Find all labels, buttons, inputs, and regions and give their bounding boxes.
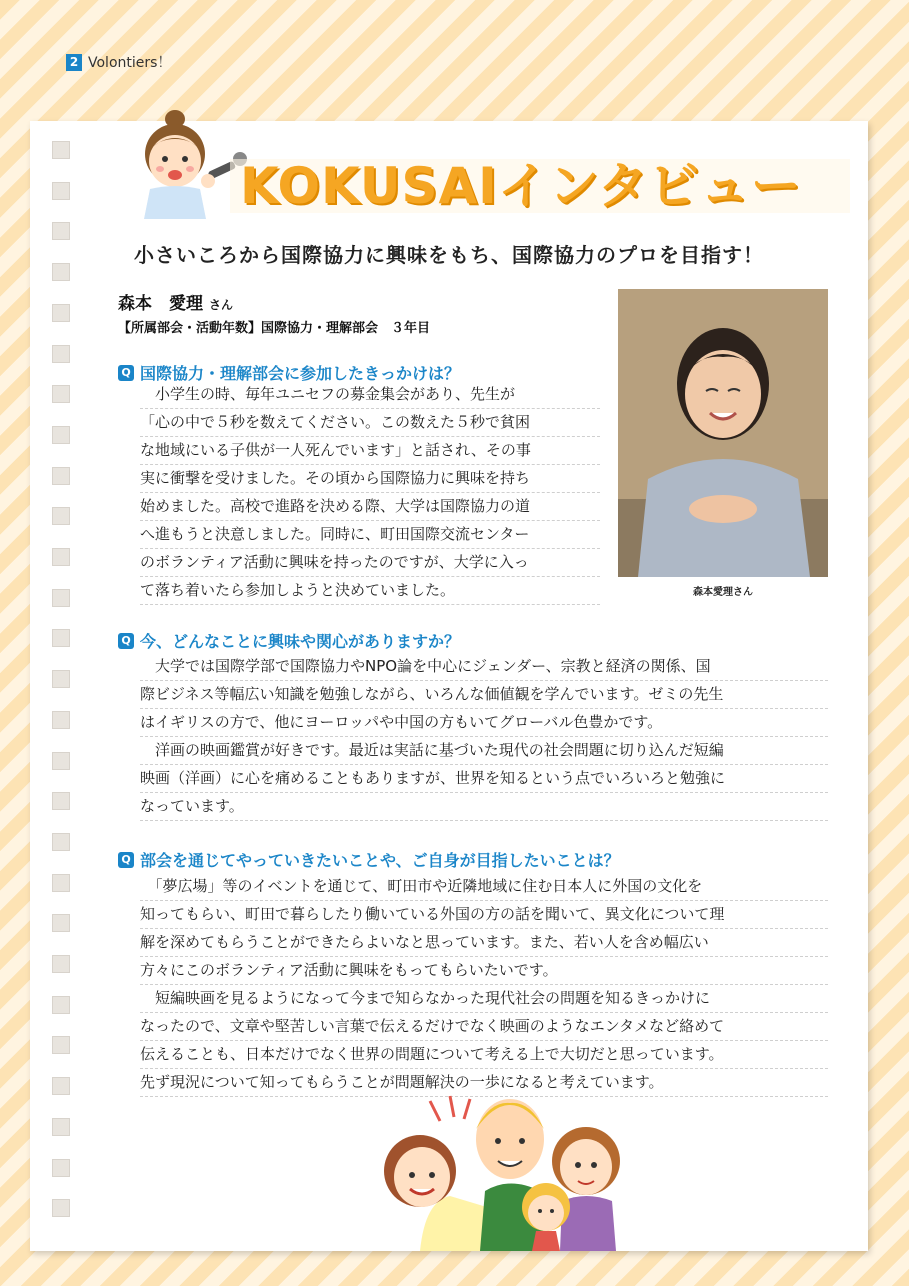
binder-hole	[52, 833, 70, 851]
answer-line: 大学では国際学部で国際協力やNPO論を中心にジェンダー、宗教と経済の関係、国	[140, 653, 828, 681]
question-text: 部会を通じてやっていきたいことや、ご自身が目指したいことは？	[140, 851, 620, 870]
binder-hole	[52, 996, 70, 1014]
answer-1	[140, 381, 600, 605]
binder-hole	[52, 914, 70, 932]
page-header	[66, 52, 171, 72]
answer-line: 短編映画を見るようになって今まで知らなかった現代社会の問題を知るきっかけに	[140, 985, 828, 1013]
binder-hole	[52, 1159, 70, 1177]
page-number-badge: 2	[66, 54, 82, 71]
binder-hole	[52, 507, 70, 525]
name-text: 森本 愛理	[118, 294, 203, 314]
honorific: さん	[209, 298, 234, 312]
photo-caption: 森本愛理さん	[693, 587, 753, 598]
binder-hole	[52, 222, 70, 240]
publication-label: Volontiers！	[88, 55, 172, 71]
binder-hole	[52, 670, 70, 688]
binder-hole	[52, 182, 70, 200]
interviewee-name	[118, 289, 233, 314]
answer-line: 小学生の時、毎年ユニセフの募金集会があり、先生が	[140, 381, 600, 409]
question-badge: Q	[118, 365, 134, 381]
answer-line: 洋画の映画鑑賞が好きです。最近は実話に基づいた現代の社会問題に切り込んだ短編	[140, 737, 828, 765]
answer-line: て落ち着いたら参加しようと決めていました。	[140, 577, 600, 605]
answer-line: 伝えることも、日本だけでなく世界の問題について考える上で大切だと思っています。	[140, 1041, 828, 1069]
binder-hole	[52, 1199, 70, 1217]
family-illustration-icon	[350, 1081, 650, 1251]
answer-2	[140, 653, 828, 821]
question-text: 国際協力・理解部会に参加したきっかけは？	[140, 364, 461, 383]
answer-line: 実に衝撃を受けました。その頃から国際協力に興味を持ち	[140, 465, 600, 493]
page-title: KOKUSAIインタビュー	[240, 157, 802, 215]
question-2	[118, 629, 460, 652]
binder-hole	[52, 467, 70, 485]
binder-hole	[52, 1036, 70, 1054]
answer-line: のボランティア活動に興味を持ったのですが、大学に入っ	[140, 549, 600, 577]
answer-line: 映画（洋画）に心を痛めることもありますが、世界を知るという点でいろいろと勉強に	[140, 765, 828, 793]
binder-hole	[52, 589, 70, 607]
binder-hole	[52, 1077, 70, 1095]
answer-line: はイギリスの方で、他にヨーロッパや中国の方もいてグローバル色豊かです。	[140, 709, 828, 737]
binder-hole	[52, 345, 70, 363]
portrait-photo	[618, 289, 828, 577]
affiliation: 【所属部会・活動年数】国際協力・理解部会 ３年目	[118, 321, 431, 336]
binder-hole	[52, 141, 70, 159]
answer-line: へ進もうと決意しました。同時に、町田国際交流センター	[140, 521, 600, 549]
answer-3	[140, 873, 828, 1097]
answer-line: 先ず現況について知ってもらうことが問題解決の一歩になると考えています。	[140, 1069, 828, 1097]
answer-line: 方々にこのボランティア活動に興味をもってもらいたいです。	[140, 957, 828, 985]
binder-hole	[52, 752, 70, 770]
notebook-sheet	[30, 121, 868, 1251]
binder-holes	[52, 141, 70, 1251]
binder-hole	[52, 548, 70, 566]
answer-line: 知ってもらい、町田で暮らしたり働いている外国の方の話を聞いて、異文化について理	[140, 901, 828, 929]
question-badge: Q	[118, 852, 134, 868]
binder-hole	[52, 304, 70, 322]
question-text: 今、どんなことに興味や関心がありますか？	[140, 632, 461, 651]
question-badge: Q	[118, 633, 134, 649]
answer-line: 際ビジネス等幅広い知識を勉強しながら、いろんな価値観を学んでいます。ゼミの先生	[140, 681, 828, 709]
answer-line: なっています。	[140, 793, 828, 821]
answer-line: 始めました。高校で進路を決める際、大学は国際協力の道	[140, 493, 600, 521]
subtitle: 小さいころから国際協力に興味をもち、国際協力のプロを目指す！	[134, 243, 764, 267]
question-3	[118, 848, 620, 871]
answer-line: なったので、文章や堅苦しい言葉で伝えるだけでなく映画のようなエンタメなど絡めて	[140, 1013, 828, 1041]
answer-line: な地域にいる子供が一人死んでいます」と話され、その事	[140, 437, 600, 465]
answer-line: 「心の中で５秒を数えてください。この数えた５秒で貧困	[140, 409, 600, 437]
binder-hole	[52, 874, 70, 892]
binder-hole	[52, 792, 70, 810]
binder-hole	[52, 426, 70, 444]
binder-hole	[52, 955, 70, 973]
binder-hole	[52, 711, 70, 729]
answer-line: 「夢広場」等のイベントを通じて、町田市や近隣地域に住む日本人に外国の文化を	[140, 873, 828, 901]
answer-line: 解を深めてもらうことができたらよいなと思っています。また、若い人を含め幅広い	[140, 929, 828, 957]
binder-hole	[52, 629, 70, 647]
binder-hole	[52, 385, 70, 403]
binder-hole	[52, 1118, 70, 1136]
